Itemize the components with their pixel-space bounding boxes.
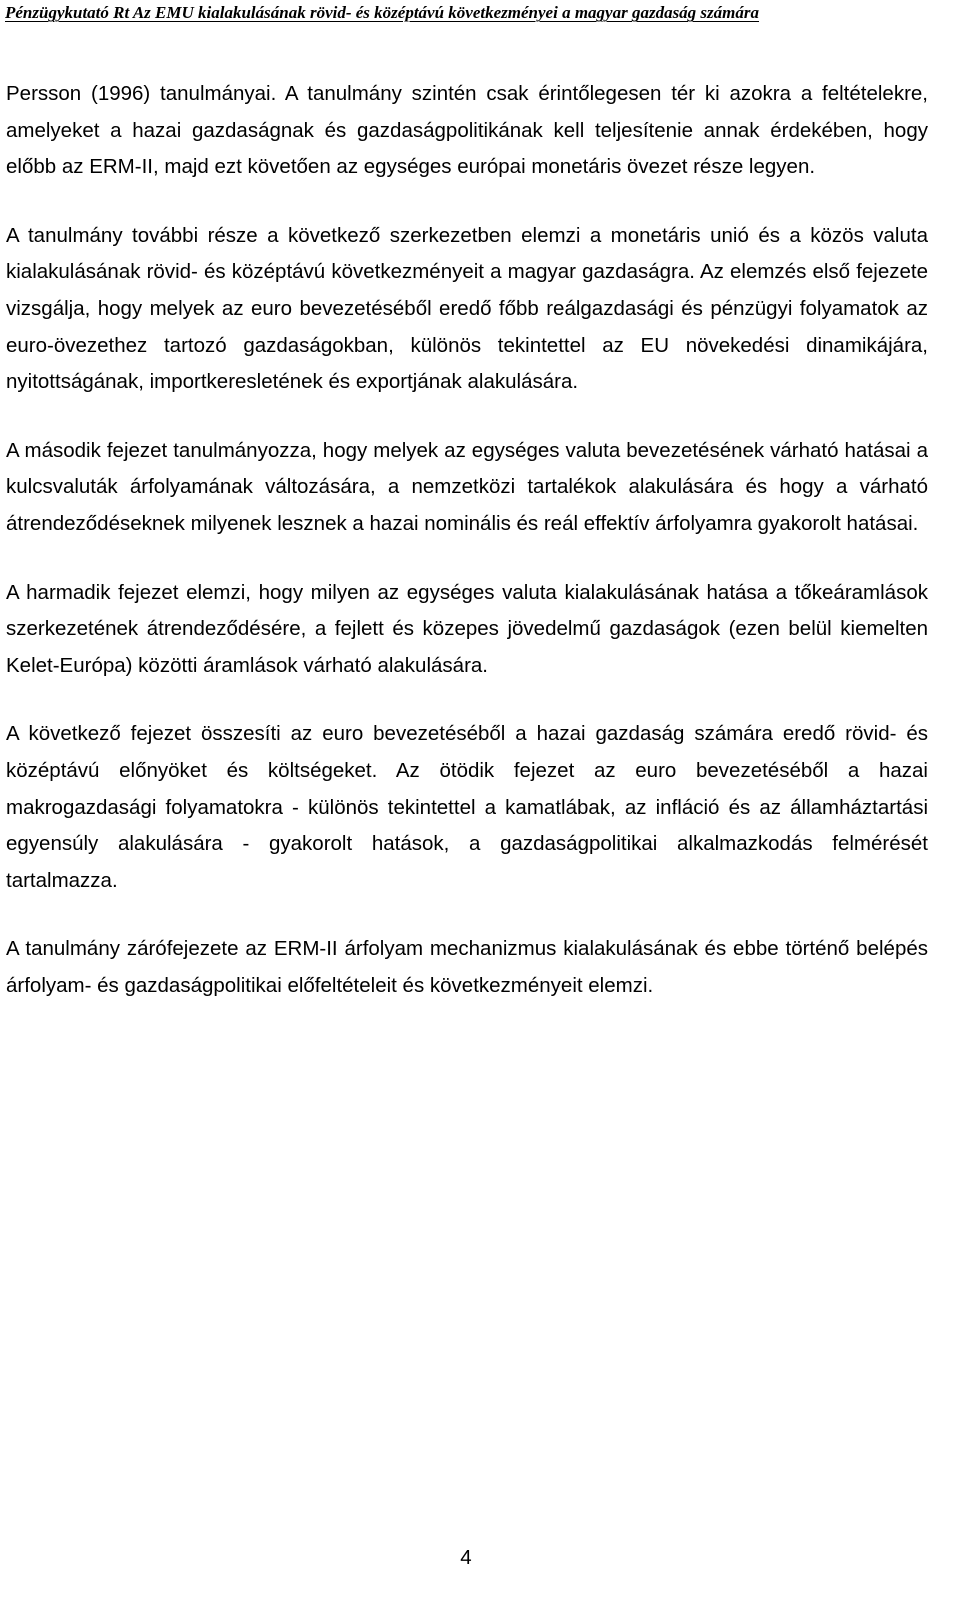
- paragraph: A tanulmány zárófejezete az ERM-II árfolyam mechanizmus kialakulásának és ebbe történő belépés árfolyam- és gazdaságpolitikai előfeltételeit és következményeit elemzi.: [6, 937, 928, 997]
- paragraph: Persson (1996) tanulmányai. A tanulmány szintén csak érintőlegesen tér ki azokra a feltételekre, amelyeket a hazai gazdaságnak és gazdaságpolitikának kell teljesítenie annak érdekében, hogy előbb az ERM-II, majd ezt követően az egységes európai monetáris övezet része legyen.: [6, 82, 928, 179]
- page-number: 4: [460, 1546, 472, 1569]
- running-header: Pénzügykutató Rt Az EMU kialakulásának rövid- és középtávú következményei a magyar gazdaság számára: [5, 3, 760, 22]
- paragraph: A tanulmány további része a következő szerkezetben elemzi a monetáris unió és a közös valuta kialakulásának rövid- és középtávú következményeit a magyar gazdaságra. Az elemzés első fejezete vizsgálja, hogy melyek az euro bevezetéséből eredő főbb reálgazdasági és pénzügyi folyamatok az euro-övezethez tartozó gazdaságokban, különös tekintettel az EU növekedési dinamikájára, nyitottságának, importkeresletének és exportjának alakulására.: [6, 223, 928, 394]
- paragraph: A második fejezet tanulmányozza, hogy melyek az egységes valuta bevezetésének várható hatásai a kulcsvaluták árfolyamának változására, a nemzetközi tartalékok alakulására és hogy a várható átrendeződéseknek milyenek lesznek a hazai nominális és reál effektív árfolyamra gyakorolt hatásai.: [6, 438, 928, 535]
- paragraph: A harmadik fejezet elemzi, hogy milyen az egységes valuta kialakulásának hatása a tőkeáramlások szerkezetének átrendeződésére, a fejlett és közepes jövedelmű gazdaságok (ezen belül kiemelten Kelet-Európa) közötti áramlások várható alakulására.: [6, 580, 928, 677]
- paragraph: A következő fejezet összesíti az euro bevezetéséből a hazai gazdaság számára eredő rövid- és középtávú előnyöket és költségeket. Az ötödik fejezet az euro bevezetéséből a hazai makrogazdasági folyamatokra - különös tekintettel a kamatlábak, az infláció és az államháztartási egyensúly alakulására - gyakorolt hatások, a gazdaságpolitikai alkalmazkodás felmérését tartalmazza.: [6, 722, 928, 892]
- body-text: [6, 76, 928, 1036]
